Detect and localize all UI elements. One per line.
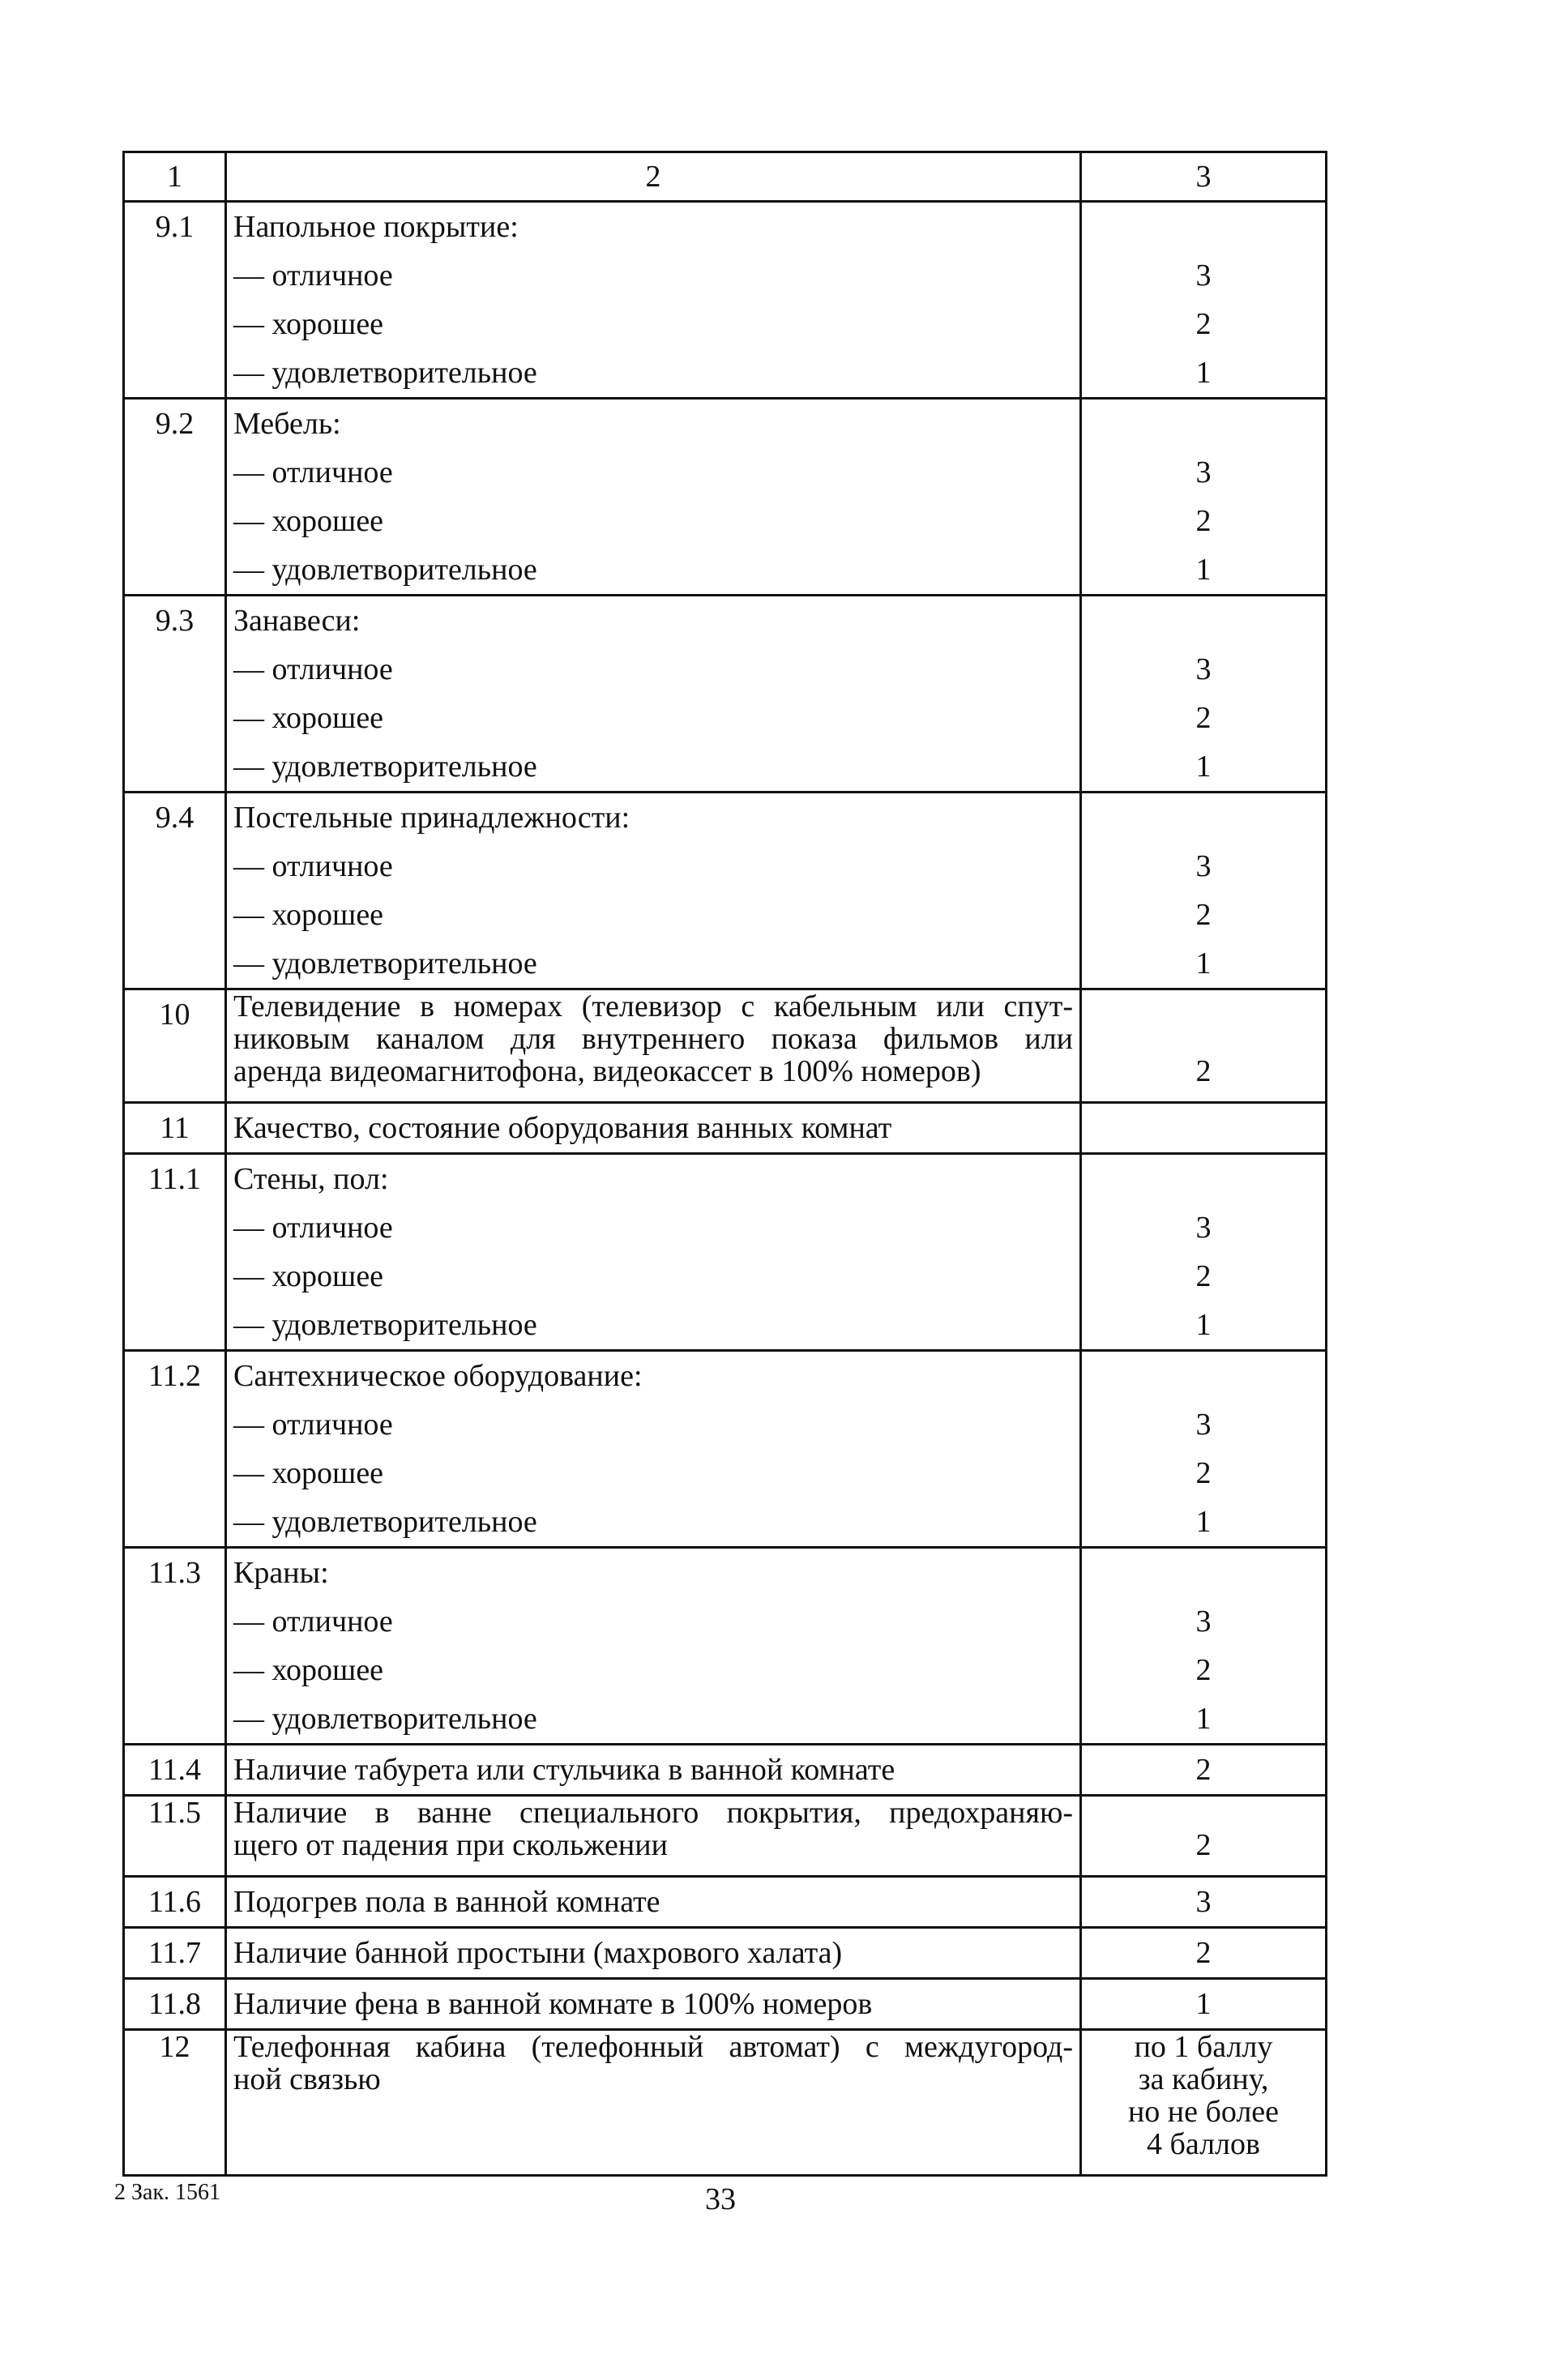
option-label: — удовлетворительное bbox=[233, 356, 537, 390]
table-row bbox=[124, 202, 1327, 399]
option-label: — хорошее bbox=[233, 1259, 384, 1293]
row-title: Подогрев пола в ванной комнате bbox=[233, 1885, 660, 1919]
option-score: 3 bbox=[1195, 1604, 1212, 1639]
row-title: Наличие банной простыни (махрового халата) bbox=[233, 1936, 843, 1970]
option-score: 2 bbox=[1195, 898, 1212, 932]
row-number: 11.7 bbox=[147, 1936, 202, 1970]
row-text-line: никовым каналом для внутреннего показа фильмов или bbox=[233, 1022, 1073, 1056]
row-text-line: Наличие в ванне специального покрытия, предохраняю- bbox=[233, 1796, 1073, 1830]
option-label: — хорошее bbox=[233, 504, 384, 538]
option-score: 1 bbox=[1195, 750, 1212, 784]
option-score: 3 bbox=[1195, 455, 1212, 489]
row-score-line: по 1 баллу bbox=[1134, 2030, 1273, 2064]
row-title: Мебель: bbox=[233, 407, 341, 441]
header-col1: 1 bbox=[124, 152, 226, 202]
row-title: Напольное покрытие: bbox=[233, 210, 519, 244]
row-number: 11.5 bbox=[147, 1796, 202, 1830]
row-score: 2 bbox=[1195, 1828, 1212, 1862]
row-text-line: ной связью bbox=[233, 2062, 381, 2096]
row-number: 11 bbox=[160, 1111, 190, 1145]
option-score: 3 bbox=[1195, 1211, 1212, 1245]
row-number: 9.3 bbox=[155, 604, 194, 638]
option-label: — удовлетворительное bbox=[233, 553, 537, 587]
table-row bbox=[124, 399, 1327, 596]
row-score: 3 bbox=[1195, 1885, 1212, 1919]
header-col2: 2 bbox=[226, 152, 1081, 202]
option-label: — удовлетворительное bbox=[233, 750, 537, 784]
option-score: 1 bbox=[1195, 1702, 1212, 1736]
table-row bbox=[124, 793, 1327, 989]
option-score: 1 bbox=[1195, 1505, 1212, 1539]
option-score: 2 bbox=[1195, 504, 1212, 538]
option-score: 2 bbox=[1195, 307, 1212, 341]
option-label: — хорошее bbox=[233, 898, 384, 932]
table-row bbox=[124, 1928, 1327, 1979]
row-text-line: Телевидение в номерах (телевизор с кабельным или спут- bbox=[233, 989, 1073, 1023]
option-label: — отличное bbox=[233, 1604, 393, 1639]
row-number: 11.2 bbox=[147, 1359, 202, 1393]
table-row bbox=[124, 1979, 1327, 2030]
row-score-line: за кабину, bbox=[1138, 2062, 1269, 2096]
option-score: 1 bbox=[1195, 1308, 1212, 1342]
table-row bbox=[124, 1351, 1327, 1548]
option-label: — хорошее bbox=[233, 1653, 384, 1687]
row-text-line: Телефонная кабина (телефонный автомат) с междугород- bbox=[233, 2030, 1073, 2064]
row-number: 11.1 bbox=[147, 1162, 202, 1196]
table-row bbox=[124, 1877, 1327, 1928]
row-number: 11.4 bbox=[147, 1753, 202, 1787]
row-number: 12 bbox=[159, 2030, 190, 2064]
header-col3: 3 bbox=[1081, 152, 1327, 202]
option-score: 3 bbox=[1195, 849, 1212, 883]
option-label: — отличное bbox=[233, 455, 393, 489]
header-row bbox=[124, 152, 1327, 202]
table-row bbox=[124, 2030, 1327, 2176]
page-number: 33 bbox=[705, 2182, 736, 2216]
row-number: 9.1 bbox=[155, 210, 194, 244]
option-label: — удовлетворительное bbox=[233, 1505, 537, 1539]
option-score: 3 bbox=[1195, 1408, 1212, 1442]
option-score: 1 bbox=[1195, 946, 1212, 981]
row-title: Занавеси: bbox=[233, 604, 361, 638]
row-score: 2 bbox=[1195, 1054, 1212, 1088]
option-label: — отличное bbox=[233, 849, 393, 883]
order-note: 2 Зак. 1561 bbox=[114, 2180, 221, 2205]
row-text-line: аренда видеомагнитофона, видеокассет в 100% номеров) bbox=[233, 1054, 981, 1088]
option-label: — отличное bbox=[233, 1408, 393, 1442]
option-score: 1 bbox=[1195, 356, 1212, 390]
option-label: — удовлетворительное bbox=[233, 1702, 537, 1736]
option-label: — удовлетворительное bbox=[233, 946, 537, 981]
row-score-line: но не более bbox=[1127, 2095, 1280, 2129]
row-title: Наличие табурета или стульчика в ванной комнате bbox=[233, 1753, 895, 1787]
table-row bbox=[124, 1796, 1327, 1877]
table-row bbox=[124, 1745, 1327, 1796]
option-score: 2 bbox=[1195, 701, 1212, 735]
row-number: 11.3 bbox=[147, 1556, 202, 1590]
row-number: 9.2 bbox=[155, 407, 194, 441]
option-label: — хорошее bbox=[233, 701, 384, 735]
row-number: 11.6 bbox=[147, 1885, 202, 1919]
row-text-line: щего от падения при скольжении bbox=[233, 1828, 668, 1862]
row-score-line: 4 баллов bbox=[1147, 2127, 1260, 2161]
option-score: 3 bbox=[1195, 259, 1212, 293]
option-label: — удовлетворительное bbox=[233, 1308, 537, 1342]
option-score: 1 bbox=[1195, 553, 1212, 587]
option-label: — отличное bbox=[233, 1211, 393, 1245]
option-label: — хорошее bbox=[233, 1456, 384, 1490]
row-title: Стены, пол: bbox=[233, 1162, 389, 1196]
rating-table bbox=[122, 151, 1327, 2177]
row-title: Постельные принадлежности: bbox=[233, 801, 630, 835]
row-number: 11.8 bbox=[147, 1987, 202, 2021]
option-label: — отличное bbox=[233, 652, 393, 686]
option-label: — хорошее bbox=[233, 307, 384, 341]
table-row bbox=[124, 1154, 1327, 1351]
table-row bbox=[124, 989, 1327, 1103]
table-row bbox=[124, 596, 1327, 793]
option-label: — отличное bbox=[233, 259, 393, 293]
option-score: 2 bbox=[1195, 1259, 1212, 1293]
row-title: Наличие фена в ванной комнате в 100% номеров bbox=[233, 1987, 873, 2021]
row-score: 1 bbox=[1195, 1987, 1212, 2021]
option-score: 3 bbox=[1195, 652, 1212, 686]
row-score: 2 bbox=[1195, 1753, 1212, 1787]
row-title: Краны: bbox=[233, 1556, 329, 1590]
table-row bbox=[124, 1103, 1327, 1154]
row-title: Качество, состояние оборудования ванных комнат bbox=[233, 1111, 892, 1145]
option-score: 2 bbox=[1195, 1456, 1212, 1490]
row-number: 10 bbox=[159, 998, 190, 1032]
row-score: 2 bbox=[1195, 1936, 1212, 1970]
row-title: Сантехническое оборудование: bbox=[233, 1359, 643, 1393]
option-score: 2 bbox=[1195, 1653, 1212, 1687]
row-number: 9.4 bbox=[155, 801, 194, 835]
table-row bbox=[124, 1548, 1327, 1745]
